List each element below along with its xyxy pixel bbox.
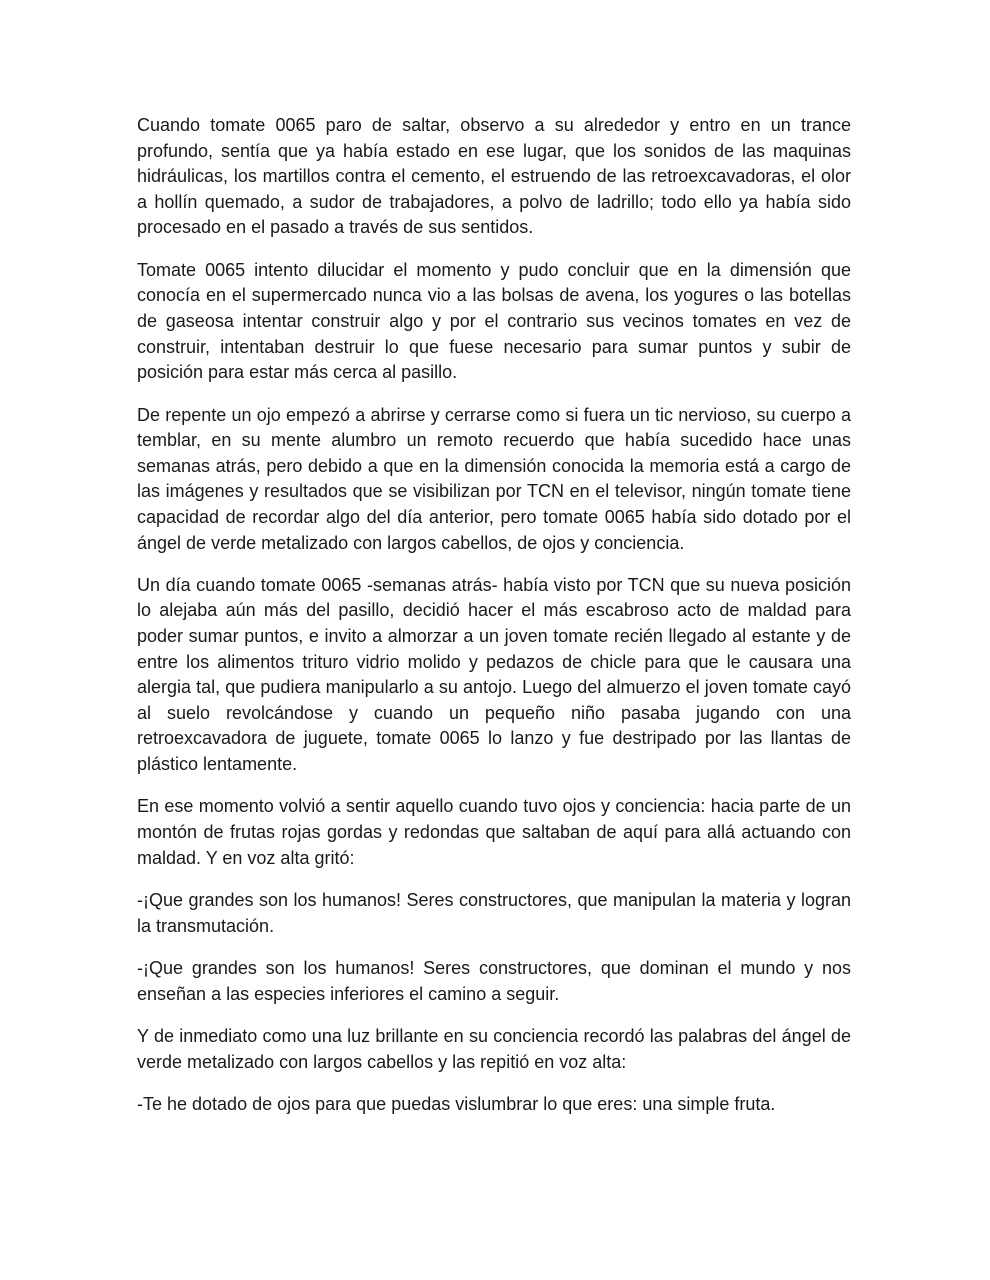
- paragraph-6: -¡Que grandes son los humanos! Seres constructores, que manipulan la materia y logran la transmutación.: [137, 890, 851, 936]
- document-body: [137, 113, 851, 1118]
- paragraph-1: Cuando tomate 0065 paro de saltar, observo a su alrededor y entro en un trance profundo, sentía que ya había estado en ese lugar, que los sonidos de las maquinas hidráulicas, los martillos contra el cemento, el estruendo de las retroexcavadoras, el olor a hollín quemado, a sudor de trabajadores, a polvo de ladrillo; todo ello ya había sido procesado en el pasado a través de sus sentidos.: [137, 115, 851, 238]
- paragraph-9: -Te he dotado de ojos para que puedas vislumbrar lo que eres: una simple fruta.: [137, 1093, 776, 1114]
- paragraph-7: -¡Que grandes son los humanos! Seres constructores, que dominan el mundo y nos enseñan a las especies inferiores el camino a seguir.: [137, 958, 851, 1004]
- paragraph-5: En ese momento volvió a sentir aquello cuando tuvo ojos y conciencia: hacia parte de un montón de frutas rojas gordas y redondas que saltaban de aquí para allá actuando con maldad. Y en voz alta gritó:: [137, 796, 851, 868]
- paragraph-2: Tomate 0065 intento dilucidar el momento y pudo concluir que en la dimensión que conocía en el supermercado nunca vio a las bolsas de avena, los yogures o las botellas de gaseosa intentar construir algo y por el contrario sus vecinos tomates en vez de construir, intentaban destruir lo que fuese necesario para sumar puntos y subir de posición para estar más cerca al pasillo.: [137, 259, 851, 383]
- paragraph-3: De repente un ojo empezó a abrirse y cerrarse como si fuera un tic nervioso, su cuerpo a temblar, en su mente alumbro un remoto recuerdo que había sucedido hace unas semanas atrás, pero debido a que en la dimensión conocida la memoria está a cargo de las imágenes y resultados que se visibilizan por TCN en el televisor, ningún tomate tiene capacidad de recordar algo del día anterior, pero tomate 0065 había sido dotado por el ángel de verde metalizado con largos cabellos, de ojos y conciencia.: [137, 404, 851, 553]
- paragraph-8: Y de inmediato como una luz brillante en su conciencia recordó las palabras del ángel de verde metalizado con largos cabellos y las repitió en voz alta:: [137, 1025, 851, 1072]
- paragraph-4: Un día cuando tomate 0065 -semanas atrás- había visto por TCN que su nueva posición lo alejaba aún más del pasillo, decidió hacer el más escabroso acto de maldad para poder sumar puntos, e invito a almorzar a un joven tomate recién llegado al estante y de entre los alimentos trituro vidrio molido y pedazos de chicle para que le causara una alergia tal, que pudiera manipularlo a su antojo. Luego del almuerzo el joven tomate cayó al suelo revolcándose y cuando un pequeño niño pasaba jugando con una retroexcavadora de juguete, tomate 0065 lo lanzo y fue destripado por las llantas de plástico lentamente.: [137, 574, 851, 775]
